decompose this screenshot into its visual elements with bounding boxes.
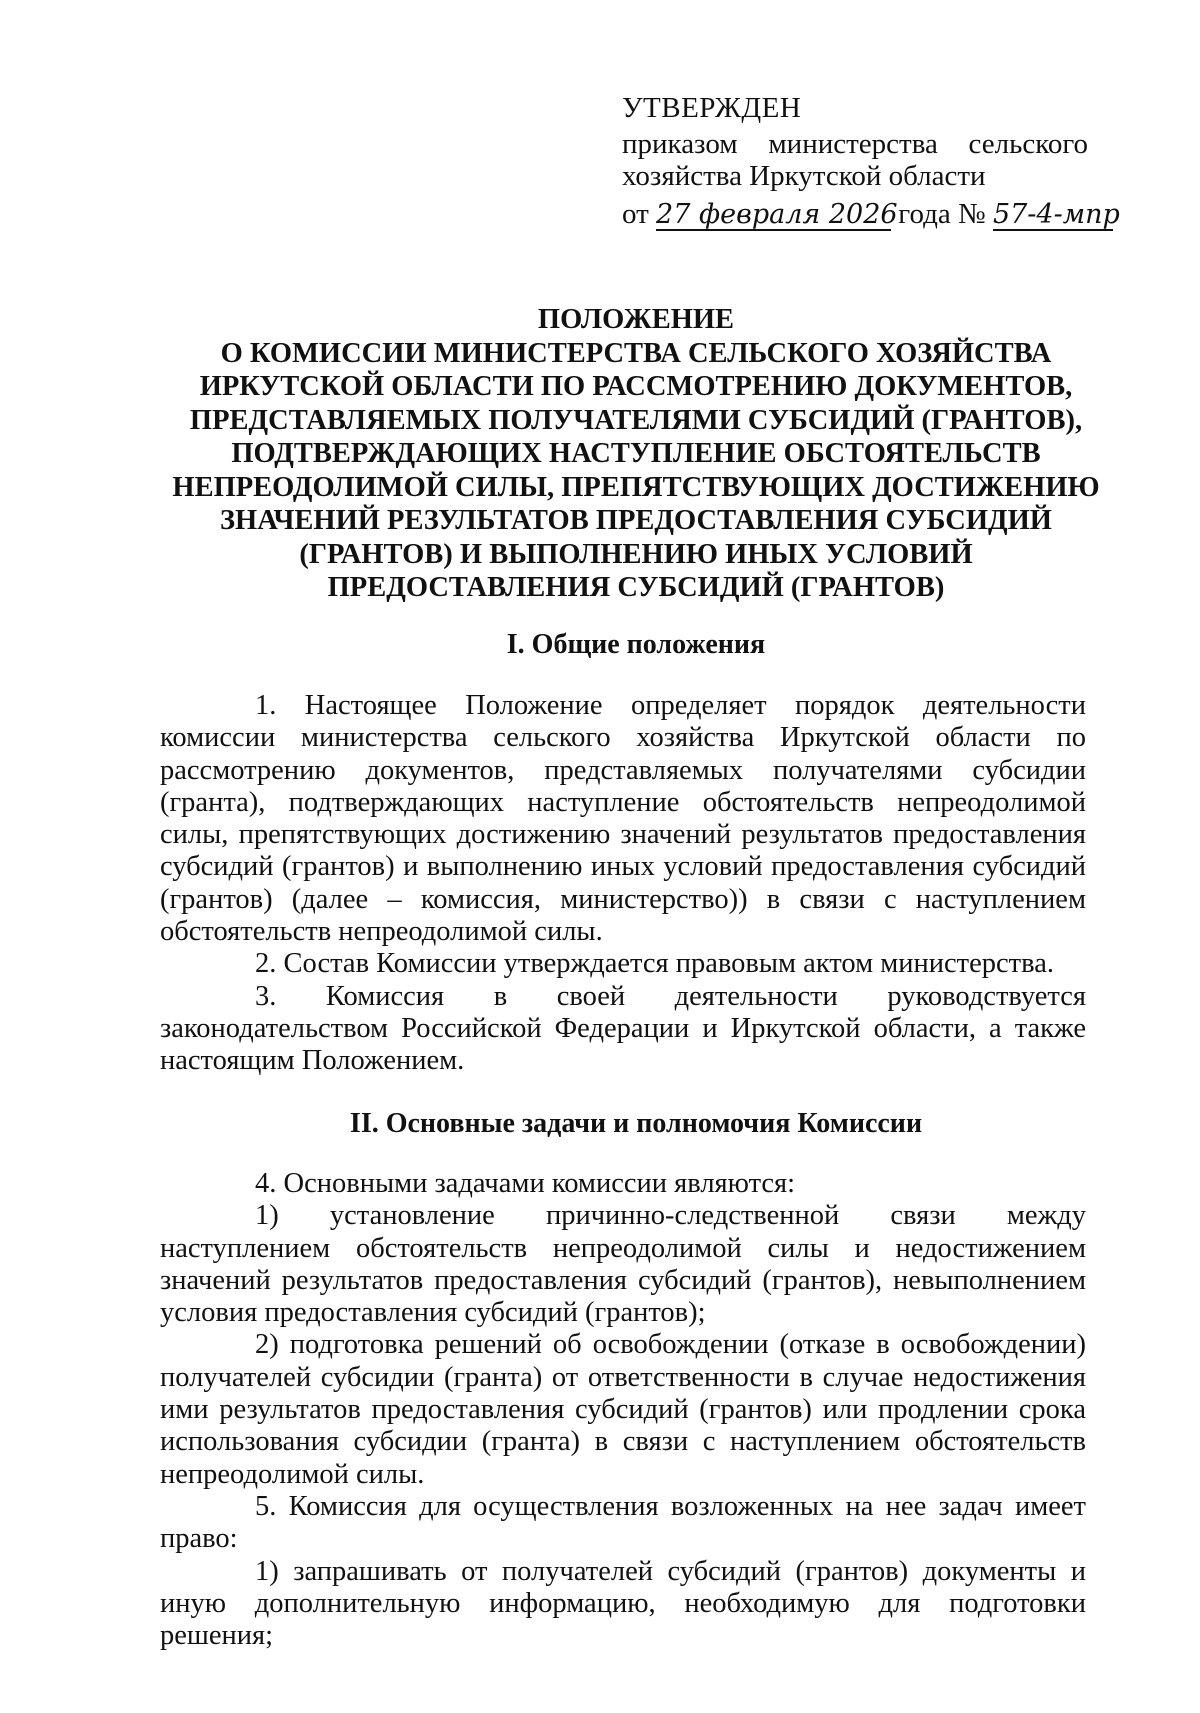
title-line: ПОДТВЕРЖДАЮЩИХ НАСТУПЛЕНИЕ ОБСТОЯТЕЛЬСТВ [231, 438, 1041, 469]
number-prefix: года № [898, 198, 986, 230]
handwritten-date: 27 февраля 2026 [656, 199, 898, 230]
document-title [160, 303, 1112, 605]
paragraph-5: 5. Комиссия для осуществления возложенных на нее задач имеет право: [160, 1490, 1086, 1555]
title-line: ЗНАЧЕНИЙ РЕЗУЛЬТАТОВ ПРЕДОСТАВЛЕНИЯ СУБСИДИЙ [220, 505, 1052, 536]
title-line: ПРЕДОСТАВЛЕНИЯ СУБСИДИЙ (ГРАНТОВ) [327, 572, 945, 603]
section-1-body [160, 690, 1086, 1078]
section-2-body [160, 1168, 1086, 1652]
approval-date-line [622, 198, 1120, 231]
title-line: ИРКУТСКОЙ ОБЛАСТИ ПО РАССМОТРЕНИЮ ДОКУМЕНТОВ, [199, 371, 1073, 402]
section-1-heading: I. Общие положения [506, 629, 766, 660]
paragraph-2: 2. Состав Комиссии утверждается правовым актом министерства. [255, 948, 1054, 980]
approval-line-1: приказом министерства сельского [622, 128, 1088, 160]
paragraph-4: 4. Основными задачами комиссии являются: [255, 1168, 796, 1199]
approval-line-2: хозяйства Иркутской области [622, 160, 986, 192]
title-line: ПОЛОЖЕНИЕ [537, 304, 735, 335]
handwritten-number: 57-4-мпр [992, 199, 1120, 230]
paragraph-5-1: 1) запрашивать от получателей субсидий (грантов) документы и иную дополнительную информацию, необходимую для подготовки решения; [160, 1555, 1086, 1652]
paragraph-1: 1. Настоящее Положение определяет порядок деятельности комиссии министерства сельского хозяйства Иркутской области по рассмотрению документов, представляемых получателями субсидии (гранта), подтверждающих наступление обстоятельств непреодолимой силы, препятствующих достижению значений результатов предоставления субсидий (грантов) и выполнению иных условий предоставления субсидий (грантов) (далее – комиссия, министерство)) в связи с наступлением обстоятельств непреодолимой силы. [160, 690, 1086, 948]
paragraph-3: 3. Комиссия в своей деятельности руководствуется законодательством Российской Федерации и Иркутской области, а также настоящим Положением. [160, 980, 1086, 1077]
approval-block [622, 92, 1120, 231]
paragraph-4-1: 1) установление причинно-следственной связи между наступлением обстоятельств непреодолимой силы и недостижением значений результатов предоставления субсидий (грантов), невыполнением условия предоставления субсидий (грантов); [160, 1200, 1086, 1329]
title-line: ПРЕДСТАВЛЯЕМЫХ ПОЛУЧАТЕЛЯМИ СУБСИДИЙ (ГРАНТОВ), [189, 404, 1083, 436]
section-2-heading: II. Основные задачи и полномочия Комиссии [349, 1108, 923, 1139]
date-prefix: от [622, 198, 649, 230]
approval-heading: УТВЕРЖДЕН [622, 92, 802, 124]
paragraph-4-2: 2) подготовка решений об освобождении (отказе в освобождении) получателей субсидии (гранта) от ответственности в случае недостижения ими результатов предоставления субсидий (грантов) или продлении срока использования субсидии (гранта) в связи с наступлением обстоятельств непреодолимой силы. [160, 1329, 1086, 1490]
title-line: (ГРАНТОВ) И ВЫПОЛНЕНИЮ ИНЫХ УСЛОВИЙ [299, 538, 973, 570]
title-line: О КОМИССИИ МИНИСТЕРСТВА СЕЛЬСКОГО ХОЗЯЙСТВА [220, 337, 1052, 369]
title-line: НЕПРЕОДОЛИМОЙ СИЛЫ, ПРЕПЯТСТВУЮЩИХ ДОСТИЖЕНИЮ [172, 471, 1100, 503]
